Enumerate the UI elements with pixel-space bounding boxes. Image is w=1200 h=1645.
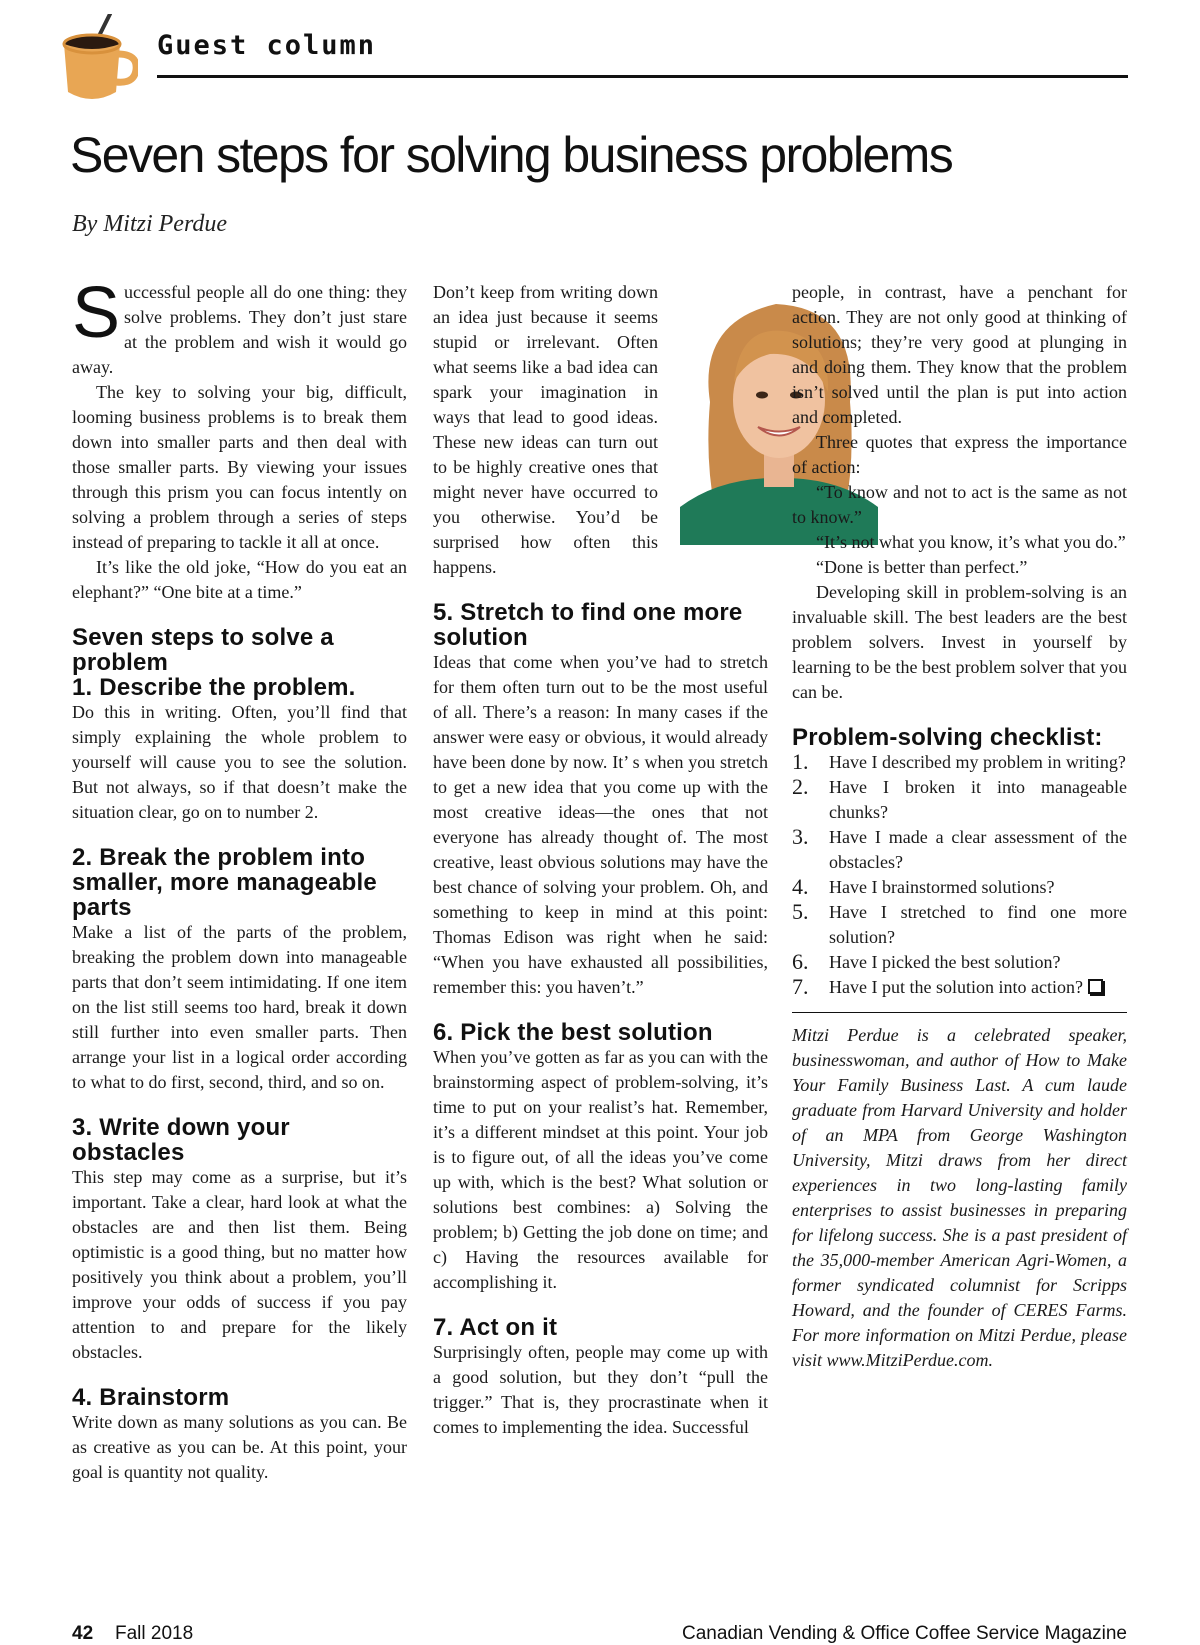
byline: By Mitzi Perdue <box>72 211 228 237</box>
step3-body: This step may come as a surprise, but it’s important. Take a clear, hard look at what the obstacles are and then list them. Being optimistic is a good thing, but no matter how positively you think about a problem, you’ll improve your odds of success if you pay attention to and prepare for the likely obstacles. <box>72 1167 407 1362</box>
step4-body: Write down as many solutions as you can. Be as creative as you can be. At this point, your goal is quantity not quality. <box>72 1412 407 1482</box>
checklist-item: 6. Have I picked the best solution? <box>792 949 1061 974</box>
page-number: 42 <box>72 1623 94 1644</box>
steps-heading: Seven steps to solve a problem <box>72 624 334 676</box>
checklist-item: 1. Have I described my problem in writing? <box>792 749 1126 774</box>
column-1 <box>72 273 407 1485</box>
step4-continued: Don’t keep from writing down an idea just because it seems stupid or irrelevant. Often what seems like a bad idea can spark your imagination in ways that lead to good ideas. These new ideas can turn out to be highly creative ones that might never have occurred to you otherwise. You’d be surprised how often this happens. <box>433 282 658 577</box>
checklist-heading: Problem-solving checklist: <box>792 724 1103 751</box>
quote: “To know and not to act is the same as not to know.” <box>792 482 1127 527</box>
checklist <box>792 750 1127 1000</box>
step3-heading: 3. Write down your obstacles <box>72 1114 290 1166</box>
body-paragraph: Three quotes that express the importance of action: <box>792 432 1127 477</box>
author-bio: Mitzi Perdue is a celebrated speaker, businesswoman, and author of How to Make Your Family Business Last. A cum laude graduate from Harvard University and holder of an MPA from George Washington University, Mitzi draws from her direct experiences in two long-lasting family enterprises to assist businesses in preparing for lifelong success. She is a past president of the 35,000-member American Agri-Women, a former syndicated columnist for Scripps Howard, and the founder of CERES Farms. For more information on Mitzi Perdue, please visit www.MitziPerdue.com. <box>792 1025 1127 1370</box>
step2-body: Make a list of the parts of the problem, breaking the problem down into manageable parts that don’t seem intimidating. If one item on the list still seems too hard, break it down still further into even smaller parts. Then arrange your list in a logical order according to what to do first, second, third, and so on. <box>72 922 407 1092</box>
step2-heading: 2. Break the problem into smaller, more manageable parts <box>72 844 377 921</box>
checklist-item: 5. Have I stretched to find one more solution? <box>792 899 1127 947</box>
step7-body: Surprisingly often, people may come up with a good solution, but they don’t “pull the trigger.” That is, they procrastinate when it comes to implementing the idea. Successful <box>433 1342 768 1437</box>
column-label: Guest column <box>157 30 377 61</box>
bio-rule <box>792 1012 1127 1013</box>
checklist-item: 7. Have I put the solution into action? <box>792 975 1127 1000</box>
quote: “Done is better than perfect.” <box>816 557 1028 577</box>
body-paragraph: people, in contrast, have a penchant for action. They are not only good at thinking of solutions; they’re very good at plunging in and doing them. They know that the problem isn’t solved until the plan is put into action and completed. <box>792 282 1127 427</box>
header-rule <box>157 75 1128 78</box>
checklist-item: 4. Have I brainstormed solutions? <box>792 874 1055 899</box>
body-paragraph: Developing skill in problem-solving is an invaluable skill. The best leaders are the best problem solvers. Invest in yourself by learning to be the best problem solver that you can be. <box>792 582 1127 702</box>
issue-date: Fall 2018 <box>115 1623 194 1644</box>
step4-heading: 4. Brainstorm <box>72 1384 230 1411</box>
step6-body: When you’ve gotten as far as you can with the brainstorming aspect of problem-solving, it’s time to put on your realist’s hat. Remember, it’s a different mindset at this point. Your job is to figure out, of all the ideas you’ve come up with, which is the best? What solution or solutions best combines: a) Solving the problem; b) Getting the job done on time; and c) Having the resources available for accomplishing it. <box>433 1047 768 1292</box>
article-title: Seven steps for solving business problems <box>70 127 953 183</box>
step1-heading: 1. Describe the problem. <box>72 674 356 701</box>
intro-paragraph: Successful people all do one thing: they solve problems. They don’t just stare at the problem and wish it would go away. <box>72 273 407 377</box>
drop-cap: S <box>72 273 121 353</box>
column-3 <box>792 280 1127 1373</box>
quote: “It’s not what you know, it’s what you do.” <box>816 532 1126 552</box>
step5-heading: 5. Stretch to find one more solution <box>433 599 743 651</box>
coffee-mug-icon <box>58 14 138 104</box>
step6-heading: 6. Pick the best solution <box>433 1019 713 1046</box>
step5-body: Ideas that come when you’ve had to stretch for them often turn out to be the most useful of all. There’s a reason: In many cases if the answer were easy or obvious, it would already have been done by now. It’ s when you stretch to get a new idea that you come up with the most creative ideas—the ones that not everyone has already thought of. The most creative, least obvious solutions may have the best chance of solving your problem. Oh, and something to keep in mind at this point: Thomas Edison was right when he said: “When you have exhausted all possibilities, remember this: you haven’t.” <box>433 652 768 997</box>
magazine-name: Canadian Vending & Office Coffee Service Magazine <box>681 1623 1127 1644</box>
step7-heading: 7. Act on it <box>433 1314 558 1341</box>
column-2 <box>433 280 768 1440</box>
checklist-item: 3. Have I made a clear assessment of the obstacles? <box>792 824 1127 872</box>
step1-body: Do this in writing. Often, you’ll find that simply explaining the whole problem to yourself will cause you to see the solution. But not always, so if that doesn’t make the situation clear, go on to number 2. <box>72 702 407 822</box>
body-paragraph: It’s like the old joke, “How do you eat an elephant?” “One bite at a time.” <box>72 557 407 602</box>
end-mark-icon <box>1088 979 1103 994</box>
checklist-item: 2. Have I broken it into manageable chunks? <box>792 774 1127 822</box>
body-paragraph: The key to solving your big, difficult, looming business problems is to break them down into smaller parts and then deal with those smaller parts. By viewing your issues through this prism you can focus intently on solving a problem through a series of steps instead of preparing to tackle it all at once. <box>72 382 407 552</box>
